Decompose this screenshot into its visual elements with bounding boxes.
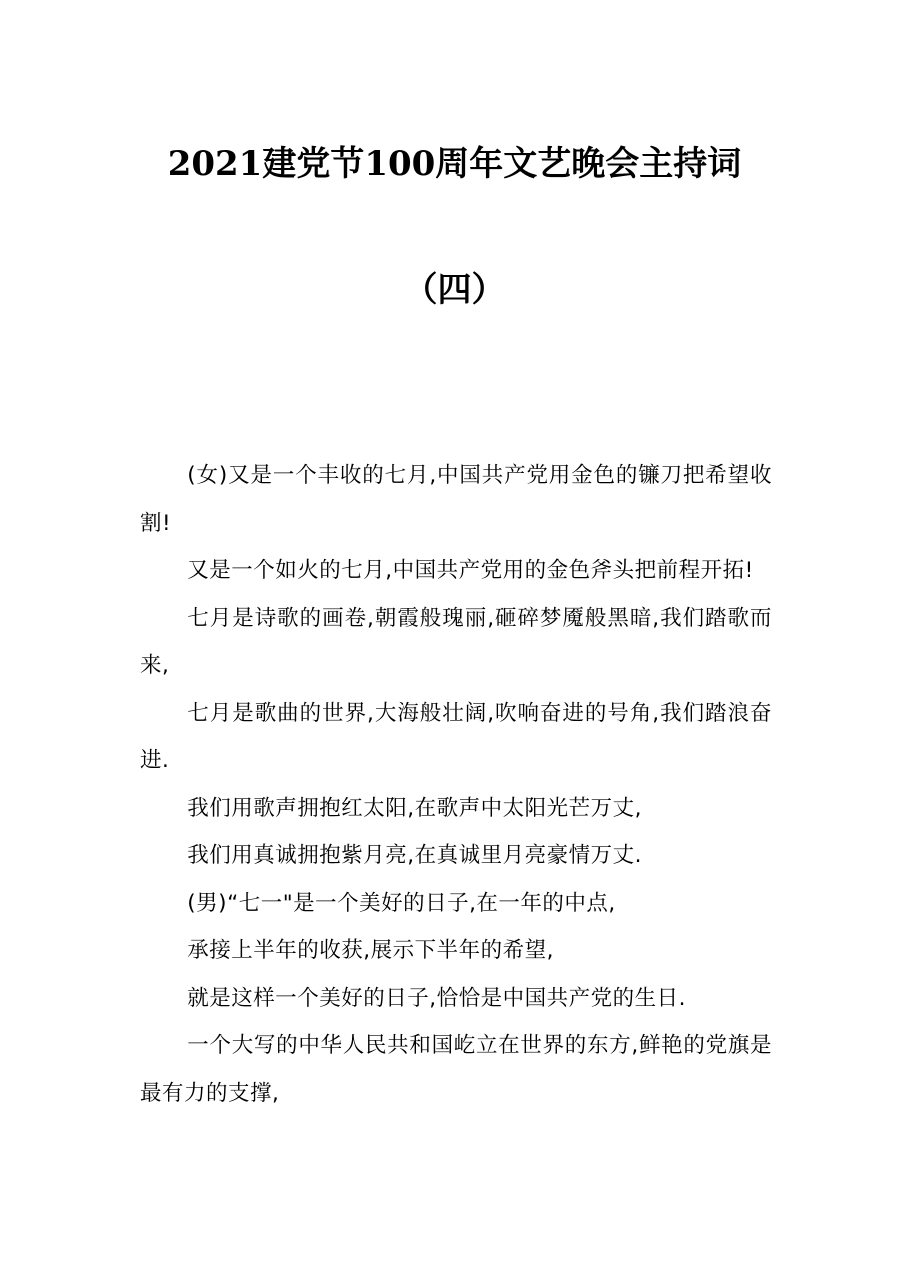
paragraph: 我们用真诚拥抱紫月亮,在真诚里月亮豪情万丈. [187, 843, 642, 868]
document-title: 2021建党节100周年文艺晚会主持词 [167, 144, 742, 184]
document-subtitle: （四） [403, 270, 506, 310]
paragraph: 七月是歌曲的世界,大海般壮阔,吹响奋进的号角,我们踏浪奋进. [140, 700, 772, 773]
paragraph: 就是这样一个美好的日子,恰恰是中国共产党的生日. [187, 985, 686, 1011]
document-body [140, 452, 772, 1117]
paragraph: 又是一个如火的七月,中国共产党用的金色斧头把前程开拓! [187, 558, 754, 583]
paragraph: (女)又是一个丰收的七月,中国共产党用金色的镰刀把希望收割! [140, 463, 772, 536]
paragraph: 我们用歌声拥抱红太阳,在歌声中太阳光芒万丈, [187, 795, 642, 821]
paragraph: (男)“七一"是一个美好的日子,在一年的中点, [187, 890, 616, 916]
paragraph: 承接上半年的收获,展示下半年的希望, [187, 938, 554, 963]
paragraph: 七月是诗歌的画卷,朝霞般瑰丽,砸碎梦魇般黑暗,我们踏歌而来, [140, 605, 772, 678]
paragraph: 一个大写的中华人民共和国屹立在世界的东方,鲜艳的党旗是最有力的支撑, [140, 1033, 772, 1106]
